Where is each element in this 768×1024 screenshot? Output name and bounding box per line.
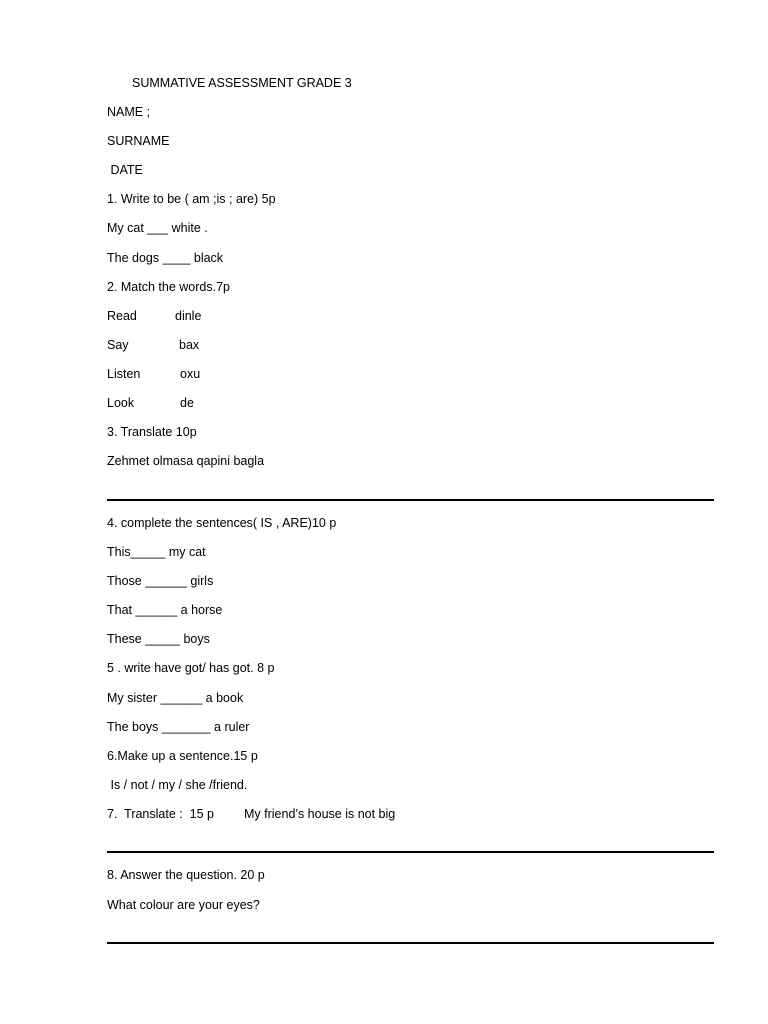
date-label: DATE [107, 163, 143, 177]
match-right-word: de [180, 396, 194, 410]
question-1-line: My cat ___ white . [107, 221, 208, 235]
question-5-line: The boys _______ a ruler [107, 720, 250, 734]
question-3-sentence: Zehmet olmasa qapini bagla [107, 454, 265, 468]
question-4-line: Those ______ girls [107, 574, 214, 588]
question-4-line: These _____ boys [107, 632, 210, 646]
match-right-word: bax [179, 338, 200, 352]
question-4-line: That ______ a horse [107, 603, 223, 617]
question-7-sentence: My friend’s house is not big [244, 807, 396, 821]
question-5-heading: 5 . write have got/ has got. 8 p [107, 661, 275, 675]
surname-label: SURNAME [107, 134, 170, 148]
match-left-word: Say [107, 338, 129, 352]
answer-line [107, 851, 714, 853]
question-5-line: My sister ______ a book [107, 691, 244, 705]
match-left-word: Look [107, 396, 135, 410]
question-6-heading: 6.Make up a sentence.15 p [107, 749, 258, 763]
question-6-words: Is / not / my / she /friend. [107, 778, 248, 792]
question-2-heading: 2. Match the words.7p [107, 280, 230, 294]
page-title: SUMMATIVE ASSESSMENT GRADE 3 [132, 76, 352, 90]
question-7-heading: 7. Translate : 15 p [107, 807, 215, 821]
question-4-heading: 4. complete the sentences( IS , ARE)10 p [107, 516, 337, 530]
answer-line [107, 499, 714, 501]
question-8-question: What colour are your eyes? [107, 898, 260, 912]
name-label: NAME ; [107, 105, 151, 119]
question-4-line: This_____ my cat [107, 545, 206, 559]
question-1-heading: 1. Write to be ( am ;is ; are) 5p [107, 192, 276, 206]
question-1-line: The dogs ____ black [107, 251, 224, 265]
match-left-word: Listen [107, 367, 141, 381]
match-right-word: dinle [175, 309, 202, 323]
answer-line [107, 942, 714, 944]
question-8-heading: 8. Answer the question. 20 p [107, 868, 265, 882]
question-3-heading: 3. Translate 10p [107, 425, 197, 439]
match-right-word: oxu [180, 367, 201, 381]
match-left-word: Read [107, 309, 137, 323]
